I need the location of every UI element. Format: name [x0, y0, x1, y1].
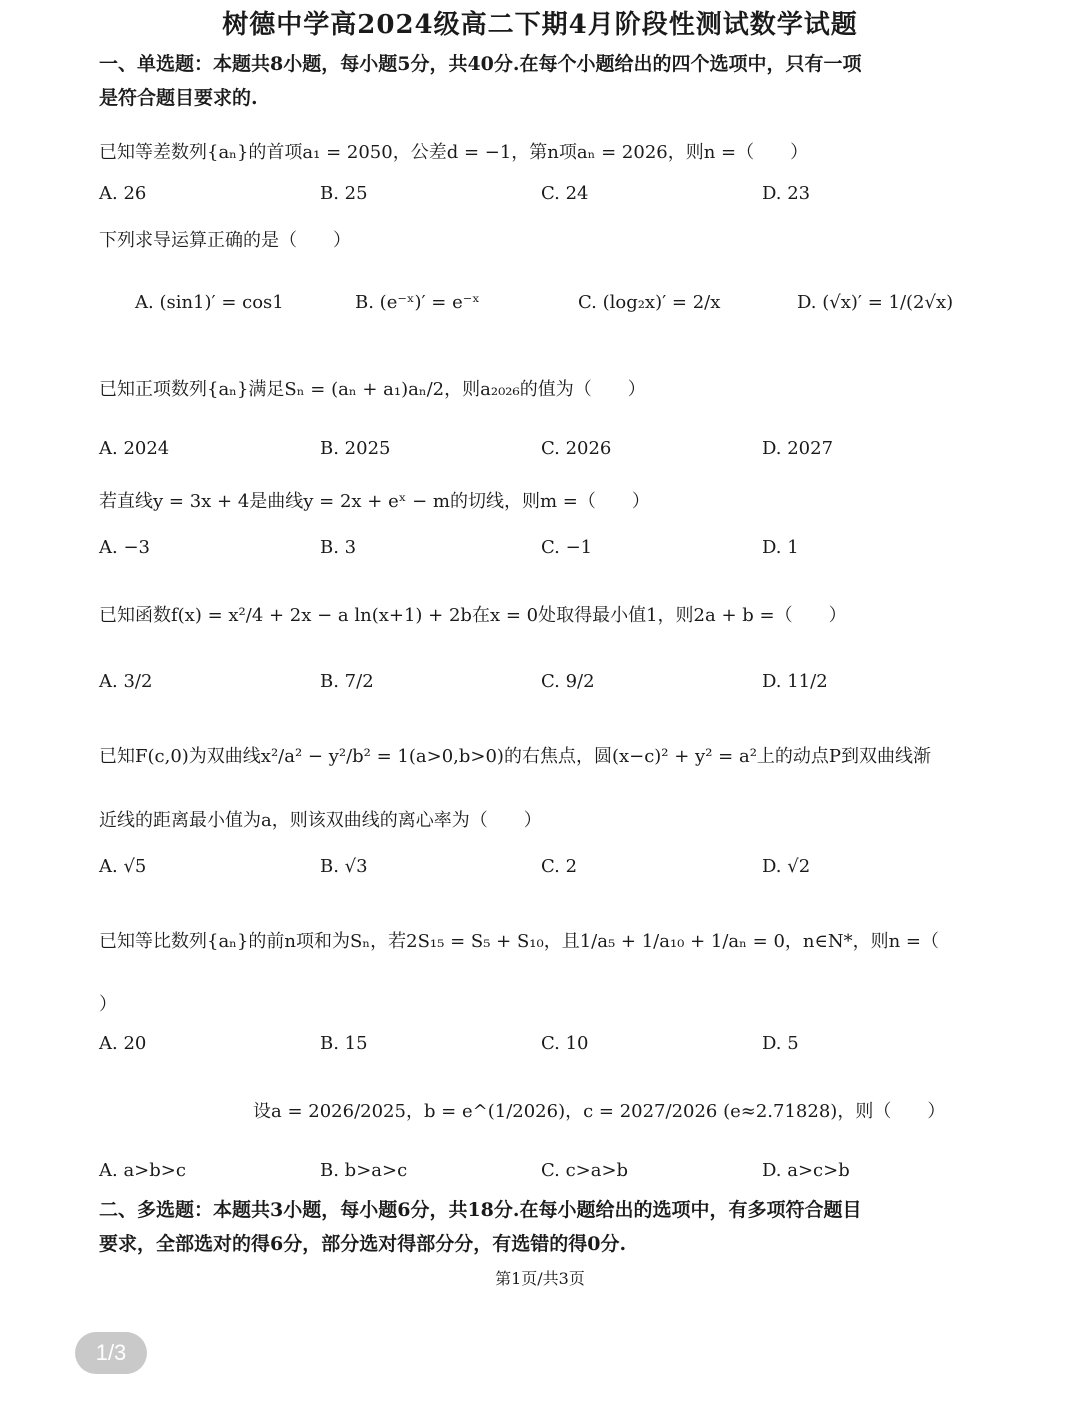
section2-heading: 二、多选题：本题共3小题，每小题6分，共18分.在每小题给出的选项中，有多项符合题目 要求，全部选对的得6分，部分选对得部分分，有选错的得0分. — [99, 1199, 862, 1255]
question-6-line2: 近线的距离最小值为a，则该双曲线的离心率为（ ） — [99, 810, 542, 831]
q5-option-b[interactable]: B. 7/2 — [320, 671, 374, 692]
q2-option-b[interactable]: B. (e⁻ˣ)′ = e⁻ˣ — [355, 292, 480, 313]
q6-option-a[interactable]: A. √5 — [99, 856, 147, 877]
q8-option-d[interactable]: D. a>c>b — [762, 1160, 850, 1181]
q6-option-c[interactable]: C. 2 — [541, 856, 578, 877]
question-8: 设a = 2026/2025，b = e^(1/2026)，c = 2027/2026 (e≈2.71828)，则（ ） — [253, 1101, 946, 1122]
question-2: 下列求导运算正确的是（ ） — [99, 230, 351, 251]
q6-option-b[interactable]: B. √3 — [320, 856, 368, 877]
q3-option-d[interactable]: D. 2027 — [762, 438, 834, 459]
q5-option-d[interactable]: D. 11/2 — [762, 671, 828, 692]
page-title: 树德中学高2024级高二下期4月阶段性测试数学试题 — [222, 10, 858, 40]
question-7: 已知等比数列{aₙ}的前n项和为Sₙ，若2S₁₅ = S₅ + S₁₀，且1/a₅ + 1/a₁₀ + 1/aₙ = 0，n∈N*，则n =（ — [99, 931, 939, 952]
q5-option-c[interactable]: C. 9/2 — [541, 671, 595, 692]
q8-option-c[interactable]: C. c>a>b — [541, 1160, 629, 1181]
q7-option-d[interactable]: D. 5 — [762, 1033, 799, 1054]
q2-option-c[interactable]: C. (log₂x)′ = 2/x — [578, 292, 721, 313]
q3-option-c[interactable]: C. 2026 — [541, 438, 612, 459]
q1-option-a[interactable]: A. 26 — [99, 183, 147, 204]
q7-option-b[interactable]: B. 15 — [320, 1033, 368, 1054]
q1-option-c[interactable]: C. 24 — [541, 183, 589, 204]
page-indicator-badge[interactable]: 1/3 — [75, 1332, 147, 1374]
q4-option-b[interactable]: B. 3 — [320, 537, 357, 558]
question-6: 已知F(c,0)为双曲线x²/a² − y²/b² = 1(a>0,b>0)的右焦点，圆(x−c)² + y² = a²上的动点P到双曲线渐 — [99, 746, 932, 767]
q4-option-c[interactable]: C. −1 — [541, 537, 593, 558]
question-3: 已知正项数列{aₙ}满足Sₙ = (aₙ + a₁)aₙ/2，则a₂₀₂₆的值为（ ） — [99, 379, 646, 400]
q6-option-d[interactable]: D. √2 — [762, 856, 811, 877]
question-4: 若直线y = 3x + 4是曲线y = 2x + eˣ − m的切线，则m =（ ） — [99, 491, 650, 512]
question-1: 已知等差数列{aₙ}的首项a₁ = 2050，公差d = −1，第n项aₙ = 2026，则n =（ ） — [99, 142, 809, 163]
q2-option-a[interactable]: A. (sin1)′ = cos1 — [135, 292, 284, 313]
q1-option-b[interactable]: B. 25 — [320, 183, 368, 204]
q7-option-a[interactable]: A. 20 — [99, 1033, 147, 1054]
question-5: 已知函数f(x) = x²/4 + 2x − a ln(x+1) + 2b在x = 0处取得最小值1，则2a + b =（ ） — [99, 605, 847, 626]
q7-option-c[interactable]: C. 10 — [541, 1033, 589, 1054]
q3-option-b[interactable]: B. 2025 — [320, 438, 391, 459]
q1-option-d[interactable]: D. 23 — [762, 183, 811, 204]
q2-option-d[interactable]: D. (√x)′ = 1/(2√x) — [797, 292, 954, 313]
q4-option-d[interactable]: D. 1 — [762, 537, 799, 558]
q4-option-a[interactable]: A. −3 — [99, 537, 150, 558]
question-7-line2: ） — [99, 994, 117, 1015]
q8-option-a[interactable]: A. a>b>c — [99, 1160, 186, 1181]
q5-option-a[interactable]: A. 3/2 — [99, 671, 153, 692]
q3-option-a[interactable]: A. 2024 — [99, 438, 170, 459]
section1-heading: 一、单选题：本题共8小题，每小题5分，共40分.在每个小题给出的四个选项中，只有一项 是符合题目要求的. — [99, 53, 862, 109]
q8-option-b[interactable]: B. b>a>c — [320, 1160, 408, 1181]
page-footer: 第1页/共3页 — [495, 1269, 585, 1288]
